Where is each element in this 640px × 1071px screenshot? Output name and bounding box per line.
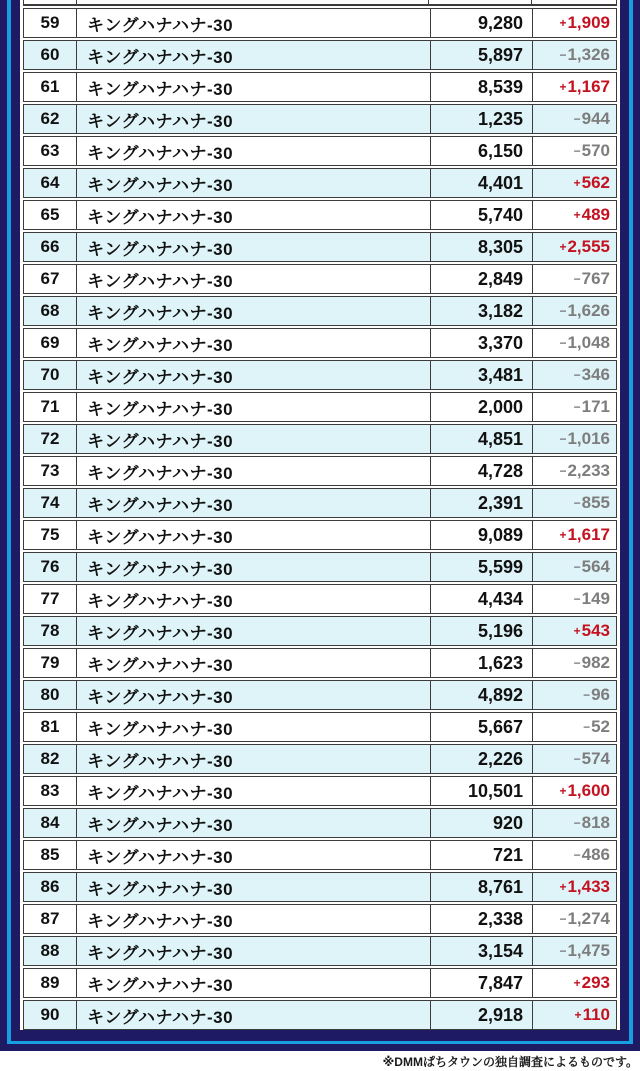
diff-sign: − <box>573 592 581 606</box>
payout-diff-cell <box>532 137 616 165</box>
machine-number-cell: 72 <box>40 429 60 448</box>
payout-diff-cell <box>532 937 616 965</box>
machine-name-cell: キングハナハナ-30 <box>76 905 430 933</box>
payout-diff-cell <box>532 841 616 869</box>
diff-sign: + <box>559 240 567 254</box>
games-count-cell: 4,401 <box>430 169 532 197</box>
payout-diff-cell <box>532 873 616 901</box>
table-row <box>23 776 617 806</box>
games-count-cell: 721 <box>430 841 532 869</box>
games-count-cell: 5,196 <box>430 617 532 645</box>
machine-name-cell: キングハナハナ-30 <box>76 553 430 581</box>
games-count-cell: 5,667 <box>430 713 532 741</box>
table-row <box>23 296 617 326</box>
diff-sign: + <box>559 16 567 30</box>
cropped-previous-row <box>23 0 617 6</box>
games-count-cell: 4,434 <box>430 585 532 613</box>
machine-name-cell: キングハナハナ-30 <box>76 169 430 197</box>
machine-name-cell: キングハナハナ-30 <box>76 265 430 293</box>
machine-name-cell: キングハナハナ-30 <box>76 201 430 229</box>
machine-name-cell: キングハナハナ-30 <box>76 777 430 805</box>
machine-number-cell: 70 <box>40 365 60 384</box>
games-count-cell: 3,154 <box>430 937 532 965</box>
diff-sign: + <box>573 208 581 222</box>
payout-diff-cell <box>532 521 616 549</box>
diff-value: 346 <box>581 365 610 384</box>
machine-name-cell: キングハナハナ-30 <box>76 9 430 37</box>
diff-sign: − <box>573 272 581 286</box>
machine-name-cell: キングハナハナ-30 <box>76 41 430 69</box>
games-count-cell: 3,481 <box>430 361 532 389</box>
diff-value: 1,048 <box>567 333 610 352</box>
diff-sign: − <box>573 400 581 414</box>
table-row <box>23 552 617 582</box>
payout-diff-cell <box>532 777 616 805</box>
machine-name-cell: キングハナハナ-30 <box>76 425 430 453</box>
diff-sign: − <box>559 944 567 958</box>
diff-value: 96 <box>591 685 610 704</box>
payout-diff-cell <box>532 73 616 101</box>
diff-sign: + <box>574 1008 582 1022</box>
machine-name-cell: キングハナハナ-30 <box>76 393 430 421</box>
diff-sign: − <box>573 656 581 670</box>
machine-name-cell: キングハナハナ-30 <box>76 1001 430 1029</box>
games-count-cell: 2,918 <box>430 1001 532 1029</box>
machine-name-cell: キングハナハナ-30 <box>76 809 430 837</box>
machine-data-table <box>20 0 620 1030</box>
diff-value: 767 <box>581 269 610 288</box>
machine-number-cell: 62 <box>40 109 60 128</box>
diff-sign: − <box>573 752 581 766</box>
table-frame-inner <box>11 0 629 1041</box>
games-count-cell: 2,391 <box>430 489 532 517</box>
diff-sign: − <box>573 144 581 158</box>
diff-value: 564 <box>581 557 610 576</box>
diff-value: 2,233 <box>567 461 610 480</box>
games-count-cell: 8,539 <box>430 73 532 101</box>
diff-value: 1,909 <box>567 13 610 32</box>
payout-diff-cell <box>532 9 616 37</box>
payout-diff-cell <box>532 393 616 421</box>
machine-number-cell: 76 <box>40 557 60 576</box>
payout-diff-cell <box>532 905 616 933</box>
diff-value: 2,555 <box>567 237 610 256</box>
diff-value: 574 <box>581 749 610 768</box>
diff-sign: + <box>573 176 581 190</box>
table-row <box>23 360 617 390</box>
machine-number-cell: 88 <box>40 941 60 960</box>
diff-value: 818 <box>581 813 610 832</box>
diff-sign: + <box>559 80 567 94</box>
diff-sign: + <box>559 528 567 542</box>
diff-value: 489 <box>581 205 610 224</box>
diff-value: 1,167 <box>567 77 610 96</box>
payout-diff-cell <box>532 713 616 741</box>
diff-sign: − <box>559 336 567 350</box>
machine-name-cell: キングハナハナ-30 <box>76 649 430 677</box>
table-row <box>23 808 617 838</box>
diff-value: 570 <box>581 141 610 160</box>
diff-value: 1,433 <box>567 877 610 896</box>
machine-number-cell: 65 <box>40 205 60 224</box>
games-count-cell: 2,338 <box>430 905 532 933</box>
machine-number-cell: 83 <box>40 781 60 800</box>
machine-name-cell: キングハナハナ-30 <box>76 137 430 165</box>
diff-sign: − <box>559 912 567 926</box>
table-row <box>23 680 617 710</box>
diff-value: 543 <box>581 621 610 640</box>
machine-name-cell: キングハナハナ-30 <box>76 585 430 613</box>
table-row <box>23 104 617 134</box>
payout-diff-cell <box>532 265 616 293</box>
games-count-cell: 3,182 <box>430 297 532 325</box>
diff-value: 1,475 <box>567 941 610 960</box>
table-row <box>23 744 617 774</box>
machine-number-cell: 64 <box>40 173 60 192</box>
table-row <box>23 968 617 998</box>
table-row <box>23 232 617 262</box>
diff-sign: − <box>559 464 567 478</box>
diff-value: 171 <box>581 397 610 416</box>
machine-number-cell: 85 <box>40 845 60 864</box>
diff-sign: − <box>573 816 581 830</box>
games-count-cell: 4,892 <box>430 681 532 709</box>
payout-diff-cell <box>532 681 616 709</box>
games-count-cell: 1,235 <box>430 105 532 133</box>
cropped-cell <box>531 0 616 4</box>
games-count-cell: 9,089 <box>430 521 532 549</box>
payout-diff-cell <box>532 329 616 357</box>
diff-sign: − <box>559 304 567 318</box>
machine-number-cell: 77 <box>40 589 60 608</box>
table-row <box>23 904 617 934</box>
diff-sign: + <box>573 976 581 990</box>
table-row <box>23 1000 617 1030</box>
payout-diff-cell <box>532 1001 616 1029</box>
table-frame-stripe <box>7 0 633 1044</box>
games-count-cell: 2,849 <box>430 265 532 293</box>
table-row <box>23 872 617 902</box>
games-count-cell: 5,740 <box>430 201 532 229</box>
machine-name-cell: キングハナハナ-30 <box>76 873 430 901</box>
table-row <box>23 616 617 646</box>
machine-name-cell: キングハナハナ-30 <box>76 969 430 997</box>
machine-number-cell: 73 <box>40 461 60 480</box>
payout-diff-cell <box>532 969 616 997</box>
table-row <box>23 200 617 230</box>
payout-diff-cell <box>532 489 616 517</box>
table-row <box>23 40 617 70</box>
games-count-cell: 6,150 <box>430 137 532 165</box>
machine-name-cell: キングハナハナ-30 <box>76 681 430 709</box>
machine-number-cell: 61 <box>40 77 60 96</box>
diff-value: 149 <box>581 589 610 608</box>
diff-sign: − <box>573 848 581 862</box>
diff-value: 855 <box>581 493 610 512</box>
machine-number-cell: 82 <box>40 749 60 768</box>
games-count-cell: 2,226 <box>430 745 532 773</box>
table-row <box>23 712 617 742</box>
payout-diff-cell <box>532 585 616 613</box>
diff-sign: − <box>573 368 581 382</box>
payout-diff-cell <box>532 105 616 133</box>
machine-number-cell: 81 <box>40 717 60 736</box>
machine-number-cell: 79 <box>40 653 60 672</box>
table-row <box>23 488 617 518</box>
cropped-cell <box>24 0 76 4</box>
table-row <box>23 424 617 454</box>
machine-number-cell: 80 <box>40 685 60 704</box>
machine-number-cell: 74 <box>40 493 60 512</box>
table-row <box>23 456 617 486</box>
machine-name-cell: キングハナハナ-30 <box>76 329 430 357</box>
payout-diff-cell <box>532 169 616 197</box>
diff-sign: + <box>573 624 581 638</box>
diff-value: 486 <box>581 845 610 864</box>
machine-number-cell: 71 <box>40 397 60 416</box>
payout-diff-cell <box>532 361 616 389</box>
diff-value: 982 <box>581 653 610 672</box>
machine-name-cell: キングハナハナ-30 <box>76 361 430 389</box>
diff-sign: − <box>583 688 591 702</box>
games-count-cell: 4,728 <box>430 457 532 485</box>
diff-sign: − <box>573 560 581 574</box>
games-count-cell: 920 <box>430 809 532 837</box>
table-row <box>23 520 617 550</box>
cropped-cell <box>428 0 531 4</box>
machine-name-cell: キングハナハナ-30 <box>76 489 430 517</box>
payout-diff-cell <box>532 41 616 69</box>
diff-value: 1,016 <box>567 429 610 448</box>
machine-name-cell: キングハナハナ-30 <box>76 617 430 645</box>
machine-number-cell: 60 <box>40 45 60 64</box>
diff-sign: − <box>573 112 581 126</box>
payout-diff-cell <box>532 425 616 453</box>
machine-name-cell: キングハナハナ-30 <box>76 297 430 325</box>
diff-value: 293 <box>581 973 610 992</box>
games-count-cell: 8,305 <box>430 233 532 261</box>
games-count-cell: 2,000 <box>430 393 532 421</box>
games-count-cell: 10,501 <box>430 777 532 805</box>
diff-value: 1,326 <box>567 45 610 64</box>
diff-value: 52 <box>591 717 610 736</box>
machine-number-cell: 86 <box>40 877 60 896</box>
machine-number-cell: 66 <box>40 237 60 256</box>
payout-diff-cell <box>532 649 616 677</box>
machine-name-cell: キングハナハナ-30 <box>76 937 430 965</box>
machine-number-cell: 84 <box>40 813 60 832</box>
machine-number-cell: 63 <box>40 141 60 160</box>
games-count-cell: 7,847 <box>430 969 532 997</box>
diff-sign: + <box>559 880 567 894</box>
payout-diff-cell <box>532 745 616 773</box>
machine-number-cell: 87 <box>40 909 60 928</box>
table-row <box>23 328 617 358</box>
diff-sign: + <box>559 784 567 798</box>
machine-name-cell: キングハナハナ-30 <box>76 457 430 485</box>
payout-diff-cell <box>532 553 616 581</box>
machine-name-cell: キングハナハナ-30 <box>76 233 430 261</box>
machine-name-cell: キングハナハナ-30 <box>76 841 430 869</box>
table-row <box>23 648 617 678</box>
diff-value: 562 <box>581 173 610 192</box>
payout-diff-cell <box>532 233 616 261</box>
games-count-cell: 5,599 <box>430 553 532 581</box>
machine-name-cell: キングハナハナ-30 <box>76 745 430 773</box>
games-count-cell: 3,370 <box>430 329 532 357</box>
machine-name-cell: キングハナハナ-30 <box>76 105 430 133</box>
payout-diff-cell <box>532 201 616 229</box>
diff-sign: − <box>573 496 581 510</box>
diff-value: 110 <box>582 1005 610 1024</box>
machine-number-cell: 78 <box>40 621 60 640</box>
games-count-cell: 9,280 <box>430 9 532 37</box>
machine-number-cell: 90 <box>40 1005 60 1024</box>
table-row <box>23 264 617 294</box>
payout-diff-cell <box>532 457 616 485</box>
machine-name-cell: キングハナハナ-30 <box>76 713 430 741</box>
machine-name-cell: キングハナハナ-30 <box>76 521 430 549</box>
table-row <box>23 584 617 614</box>
machine-table-body <box>23 8 617 1030</box>
diff-value: 1,274 <box>567 909 610 928</box>
table-row <box>23 936 617 966</box>
payout-diff-cell <box>532 809 616 837</box>
diff-value: 944 <box>581 109 610 128</box>
machine-number-cell: 67 <box>40 269 60 288</box>
games-count-cell: 1,623 <box>430 649 532 677</box>
games-count-cell: 8,761 <box>430 873 532 901</box>
table-row <box>23 72 617 102</box>
machine-number-cell: 89 <box>40 973 60 992</box>
footer-note: ※DMMぱちタウンの独自調査によるものです。 <box>382 1055 638 1069</box>
diff-sign: − <box>559 432 567 446</box>
games-count-cell: 4,851 <box>430 425 532 453</box>
machine-number-cell: 75 <box>40 525 60 544</box>
cropped-cell <box>76 0 428 4</box>
diff-value: 1,626 <box>567 301 610 320</box>
payout-diff-cell <box>532 617 616 645</box>
machine-number-cell: 68 <box>40 301 60 320</box>
diff-value: 1,617 <box>567 525 610 544</box>
payout-diff-cell <box>532 297 616 325</box>
machine-number-cell: 69 <box>40 333 60 352</box>
table-row <box>23 168 617 198</box>
machine-name-cell: キングハナハナ-30 <box>76 73 430 101</box>
table-row <box>23 136 617 166</box>
machine-number-cell: 59 <box>40 13 60 32</box>
diff-sign: − <box>583 720 591 734</box>
table-row <box>23 392 617 422</box>
table-row <box>23 840 617 870</box>
diff-value: 1,600 <box>567 781 610 800</box>
table-row <box>23 8 617 38</box>
diff-sign: − <box>559 48 567 62</box>
games-count-cell: 5,897 <box>430 41 532 69</box>
